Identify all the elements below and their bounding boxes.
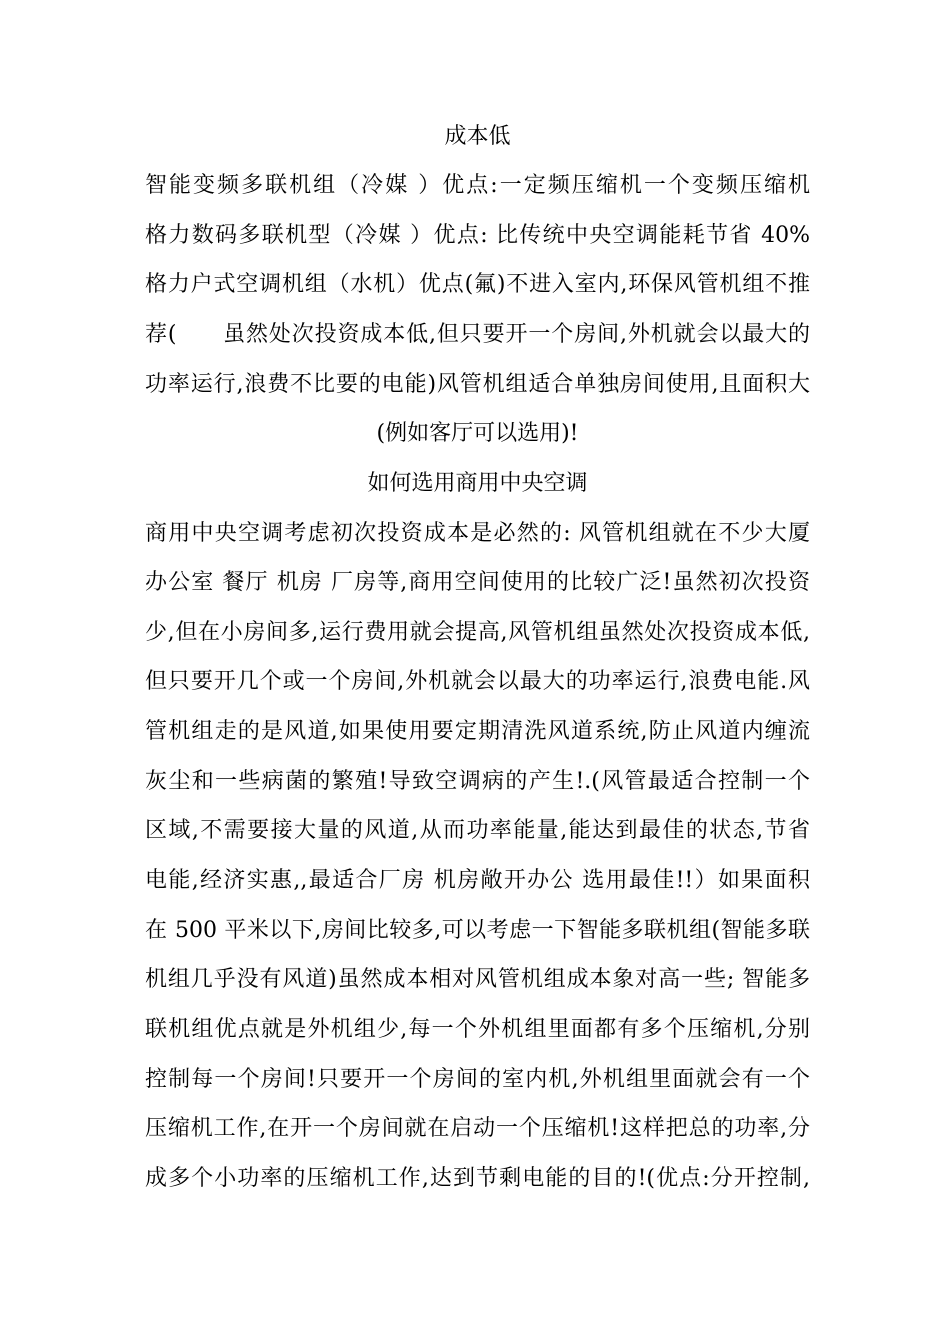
paragraph-line: 控制每一个房间!只要开一个房间的室内机,外机组里面就会有一个 [145, 1067, 810, 1092]
paragraph-line: 格力数码多联机型（冷媒 ）优点: 比传统中央空调能耗节省 40% [145, 223, 810, 248]
paragraph-line: 成多个小功率的压缩机工作,达到节剩电能的目的!(优点:分开控制, [145, 1166, 810, 1191]
heading-how-to-choose: 如何选用商用中央空调 [367, 471, 588, 496]
paragraph-line: 机组几乎没有风道)虽然成本相对风管机组成本象对高一些; 智能多 [145, 967, 810, 992]
paragraph-line: 办公室 餐厅 机房 厂房等,商用空间使用的比较广泛!虽然初次投资 [145, 570, 810, 595]
heading-cost-low: 成本低 [444, 124, 511, 149]
paragraph-line: 联机组优点就是外机组少,每一个外机组里面都有多个压缩机,分别 [145, 1017, 810, 1042]
paragraph-line: 智能变频多联机组（冷媒 ）优点:一定频压缩机一个变频压缩机 [145, 173, 810, 198]
paragraph-line: 管机组走的是风道,如果使用要定期清洗风道系统,防止风道内缠流 [145, 719, 810, 744]
paragraph-line: 电能,经济实惠,,最适合厂房 机房敞开办公 选用最佳!!）如果面积 [145, 868, 810, 893]
paragraph-line: 格力户式空调机组（水机）优点(氟)不进入室内,环保风管机组不推 [145, 272, 810, 297]
paragraph-line: 功率运行,浪费不比要的电能)风管机组适合单独房间使用,且面积大 [145, 372, 810, 397]
paragraph-line: 灰尘和一些病菌的繁殖!导致空调病的产生!.(风管最适合控制一个 [145, 769, 810, 794]
paragraph-line: 压缩机工作,在开一个房间就在启动一个压缩机!这样把总的功率,分 [145, 1116, 810, 1141]
paragraph-line: 区域,不需要接大量的风道,从而功率能量,能达到最佳的状态,节省 [145, 818, 810, 843]
paragraph-line: 在 500 平米以下,房间比较多,可以考虑一下智能多联机组(智能多联 [145, 918, 810, 943]
paragraph-line: 荐( 虽然处次投资成本低,但只要开一个房间,外机就会以最大的 [145, 322, 810, 347]
paragraph-line: 少,但在小房间多,运行费用就会提高,风管机组虽然处次投资成本低, [145, 620, 810, 645]
paragraph-line: 商用中央空调考虑初次投资成本是必然的: 风管机组就在不少大厦 [145, 521, 810, 546]
paragraph-line: 但只要开几个或一个房间,外机就会以最大的功率运行,浪费电能.风 [145, 669, 810, 694]
paragraph-end-line: (例如客厅可以选用)! [376, 421, 579, 446]
